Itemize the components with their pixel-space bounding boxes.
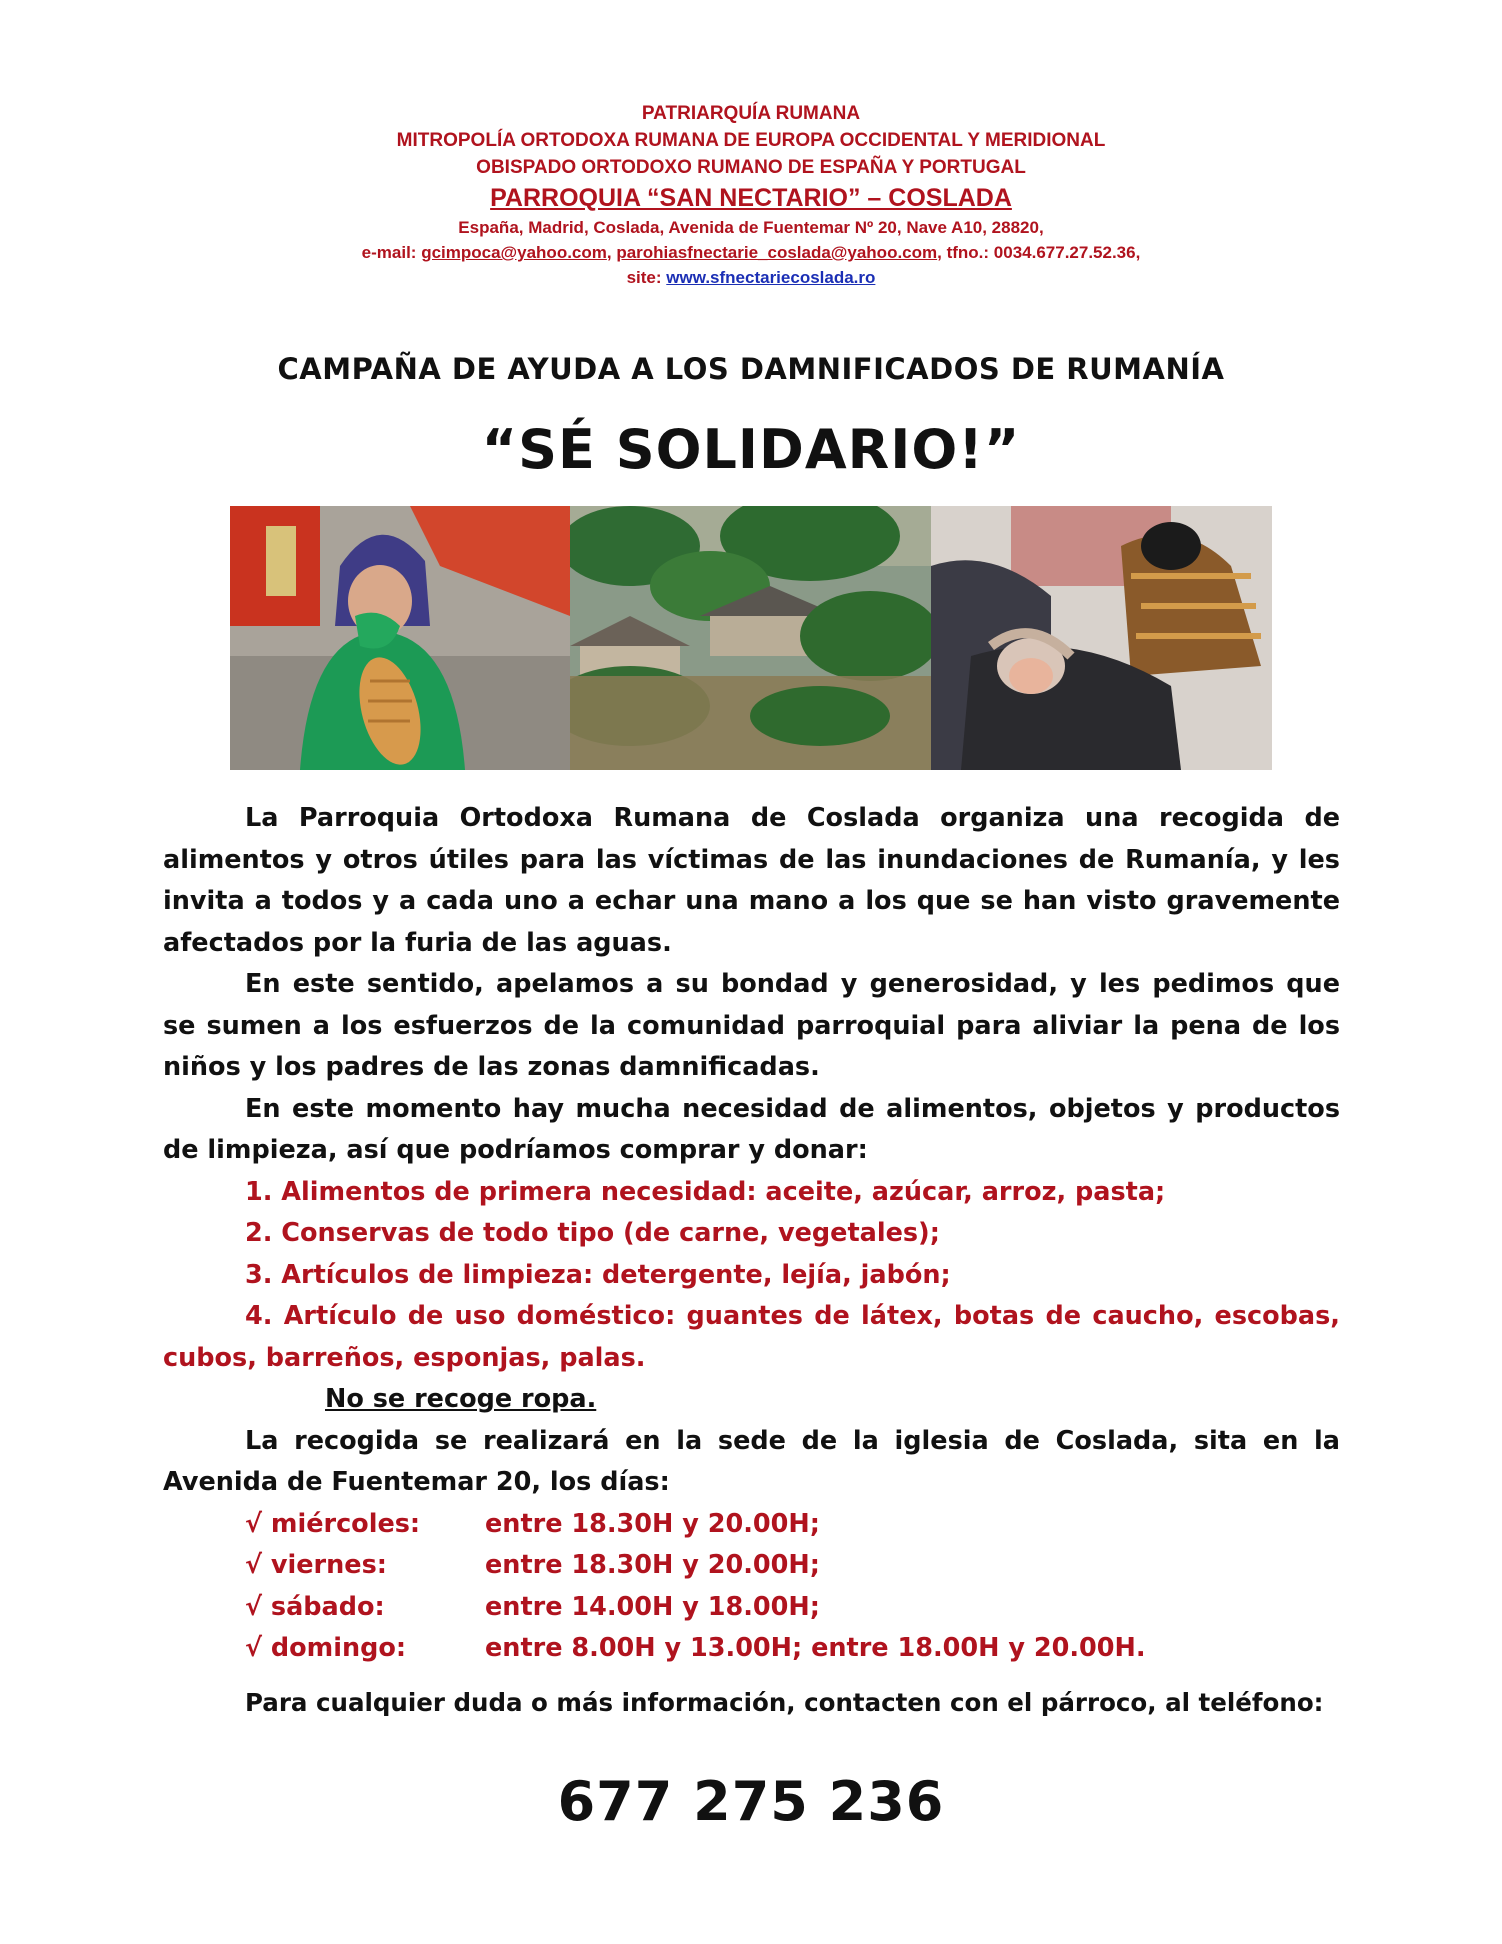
schedule-hours: entre 14.00H y 18.00H;	[485, 1591, 820, 1622]
schedule-row	[163, 1504, 1340, 1546]
appeal-paragraph: En este sentido, apelamos a su bondad y generosidad, y les pedimos que se sumen a los esfuerzos de la comunidad parroquial para aliviar la pena de los niños y los padres de las zonas damnificadas.	[163, 969, 1340, 1082]
sleeping-victims-photo	[931, 506, 1272, 770]
schedule-day: √ miércoles:	[245, 1508, 421, 1539]
letterhead-site	[0, 265, 1502, 290]
site-link[interactable]: www.sfnectariecoslada.ro	[666, 268, 876, 287]
schedule-row	[163, 1545, 1340, 1587]
email-label: e-mail:	[361, 243, 422, 262]
needs-paragraph: En este momento hay mucha necesidad de alimentos, objetos y productos de limpieza, así que podríamos comprar y donar:	[163, 1093, 1340, 1165]
flyer-body	[163, 798, 1340, 1723]
site-label: site:	[626, 268, 667, 287]
schedule-day: √ viernes:	[245, 1550, 387, 1580]
list-item: 4. Artículo de uso doméstico: guantes de látex, botas de caucho, escobas, cubos, barreños, esponjas, palas.	[163, 1301, 1340, 1373]
flooded-village-photo	[570, 506, 931, 770]
letterhead	[0, 100, 1502, 290]
schedule-hours: entre 18.30H y 20.00H;	[485, 1550, 820, 1580]
campaign-title: CAMPAÑA DE AYUDA A LOS DAMNIFICADOS DE RUMANÍA	[277, 352, 1225, 386]
no-clothes-note: No se recoge ropa.	[325, 1384, 597, 1414]
letterhead-address: España, Madrid, Coslada, Avenida de Fuentemar Nº 20, Nave A10, 28820,	[458, 218, 1044, 237]
schedule-day: √ domingo:	[245, 1633, 407, 1663]
letterhead-contacts	[0, 240, 1502, 265]
letterhead-metropolis: MITROPOLÍA ORTODOXA RUMANA DE EUROPA OCCIDENTAL Y MERIDIONAL	[396, 130, 1106, 151]
list-item: 3. Artículos de limpieza: detergente, lejía, jabón;	[245, 1259, 951, 1290]
schedule-hours: entre 8.00H y 13.00H; entre 18.00H y 20.00H.	[485, 1633, 1146, 1663]
location-paragraph: La recogida se realizará en la sede de la iglesia de Coslada, sita en la Avenida de Fuentemar 20, los días:	[163, 1425, 1340, 1497]
intro-paragraph: La Parroquia Ortodoxa Rumana de Coslada organiza una recogida de alimentos y otros útiles para las víctimas de las inundaciones de Rumanía, y les invita a todos y a cada uno a echar una mano a los que se han visto gravemente afectados por la furia de las aguas.	[163, 803, 1340, 958]
letterhead-phone: , tfno.: 0034.677.27.52.36,	[937, 243, 1141, 262]
list-item: 2. Conservas de todo tipo (de carne, vegetales);	[245, 1218, 940, 1248]
schedule-day: √ sábado:	[245, 1591, 385, 1622]
photo-strip	[230, 506, 1272, 770]
letterhead-parish: PARROQUIA “SAN NECTARIO” – COSLADA	[490, 184, 1012, 212]
schedule-row	[163, 1628, 1340, 1670]
contact-line: Para cualquier duda o más información, contacten con el párroco, al teléfono:	[245, 1687, 1324, 1717]
contact-phone: 677 275 236	[557, 1770, 945, 1833]
list-item: 1. Alimentos de primera necesidad: aceite, azúcar, arroz, pasta;	[245, 1176, 1166, 1207]
email-link-2[interactable]: parohiasfnectarie_coslada@yahoo.com	[616, 243, 938, 262]
email-link-1[interactable]: gcimpoca@yahoo.com	[421, 243, 607, 262]
schedule-hours: entre 18.30H y 20.00H;	[485, 1508, 820, 1539]
email-separator: ,	[606, 243, 617, 262]
schedule-row	[163, 1587, 1340, 1629]
letterhead-patriarchate: PATRIARQUÍA RUMANA	[641, 103, 861, 124]
letterhead-bishopric: OBISPADO ORTODOXO RUMANO DE ESPAÑA Y PORTUGAL	[476, 157, 1026, 178]
slogan: “SÉ SOLIDARIO!”	[481, 418, 1021, 481]
woman-with-bread-photo	[230, 506, 570, 770]
